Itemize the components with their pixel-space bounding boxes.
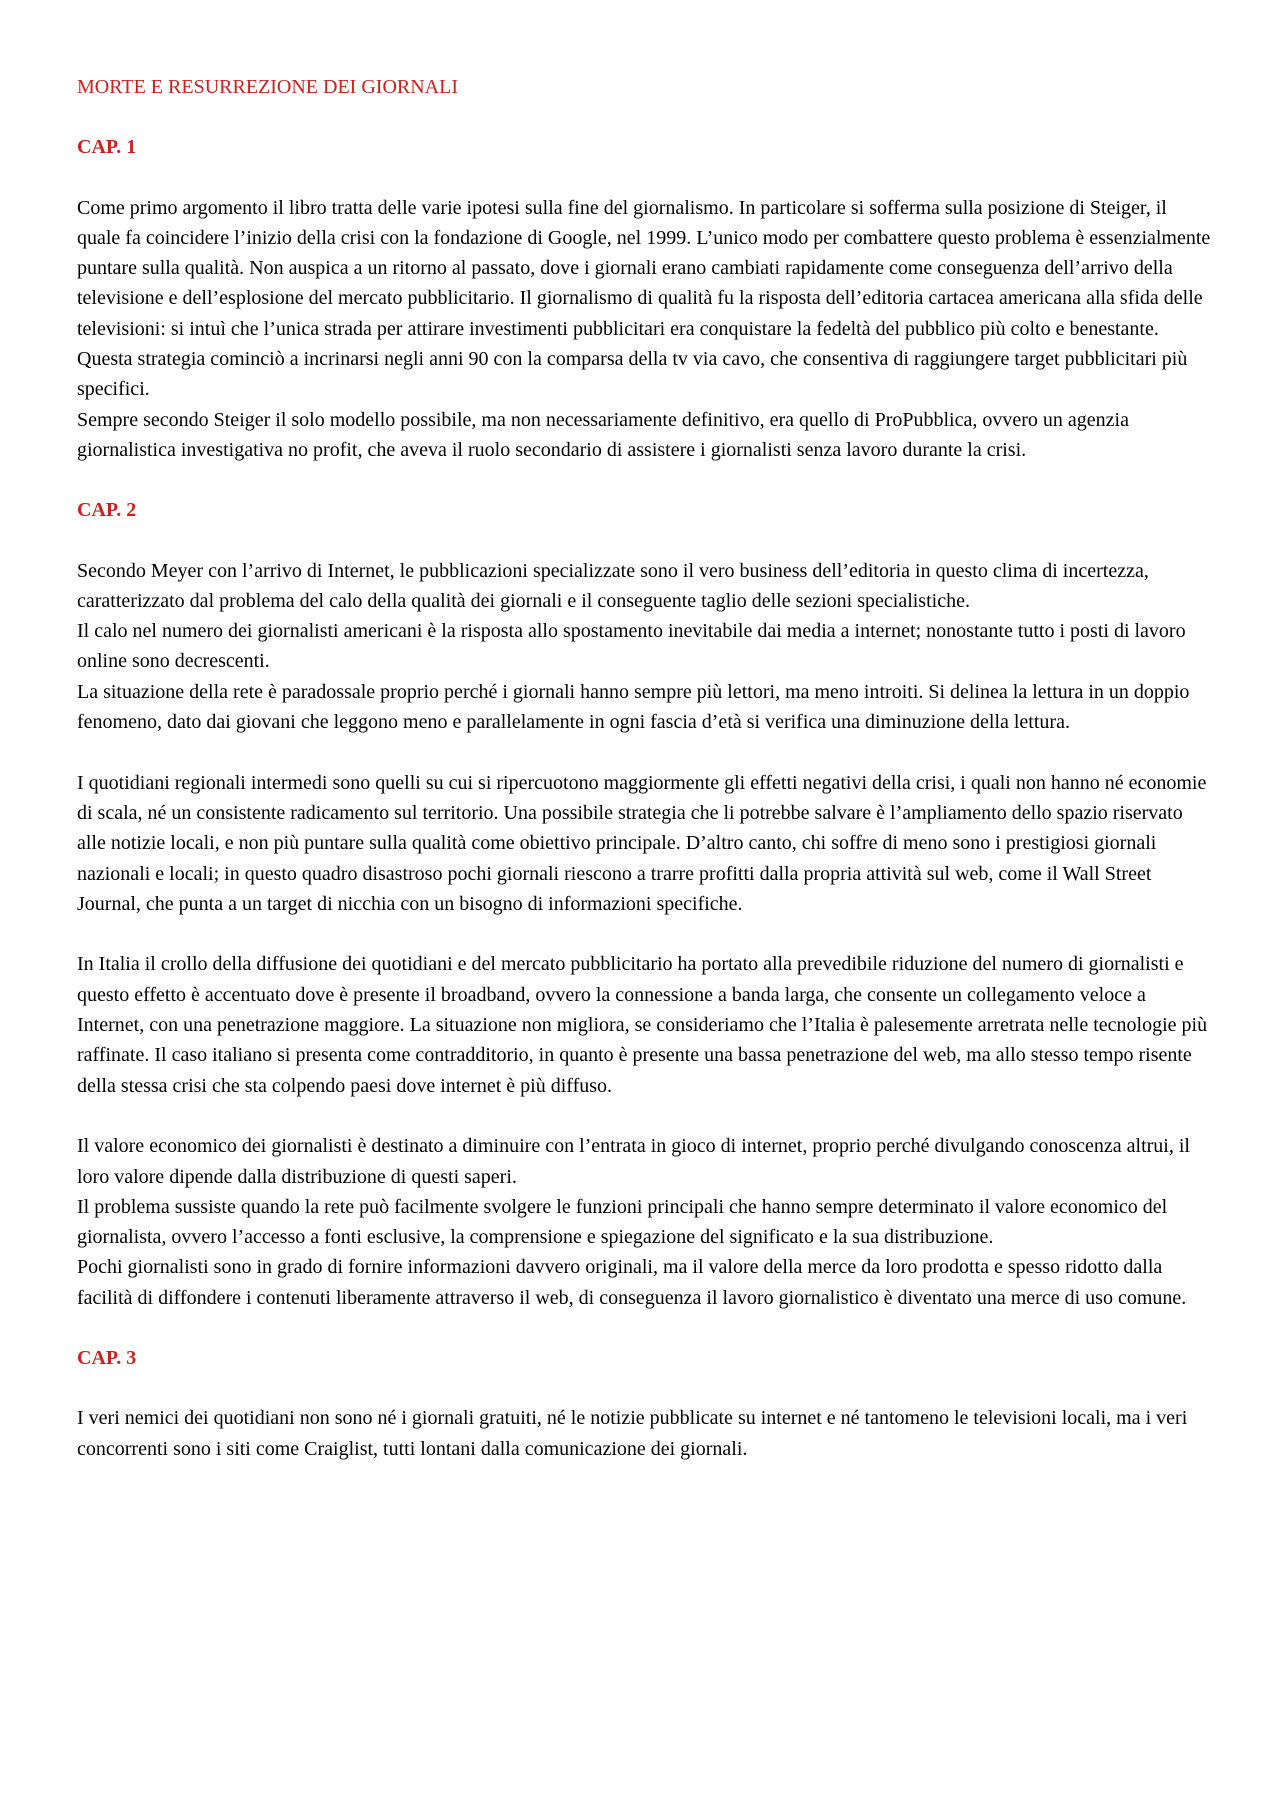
document-title: MORTE E RESURREZIONE DEI GIORNALI (77, 76, 458, 98)
chapter-1 (77, 132, 1212, 465)
blank-line (77, 919, 1212, 949)
paragraph: In Italia il crollo della diffusione dei quotidiani e del mercato pubblicitario ha portato alla prevedibile riduzione del numero di giornalisti e questo effetto è accentuato dove è presente il broadband, ovvero la connessione a banda larga, che consente un collegamento veloce a Internet, con una penetrazione maggiore. La situazione non migliora, se consideriamo che l’Italia è palesemente arretrata nelle tecnologie più raffinate. Il caso italiano si presenta come contradditorio, in quanto è presente una bassa penetrazione del web, ma allo stesso tempo risente della stessa crisi che sta colpendo paesi dove internet è più diffuso. (77, 953, 1208, 1097)
paragraph: La situazione della rete è paradossale proprio perché i giornali hanno sempre più lettori, ma meno introiti. Si delinea la lettura in un doppio fenomeno, dato dai giovani che leggono meno e parallelamente in ogni fascia d’età si verifica una diminuzione della lettura. (77, 680, 1190, 734)
paragraph: Pochi giornalisti sono in grado di fornire informazioni davvero originali, ma il valore della merce da loro prodotta e spesso ridotto dalla facilità di diffondere i contenuti liberamente attraverso il web, di conseguenza il lavoro giornalistico è diventato una merce di uso comune. (77, 1256, 1187, 1309)
document-page (77, 72, 1212, 1464)
chapter-3 (77, 1343, 1212, 1464)
paragraph: I quotidiani regionali intermedi sono quelli su cui si ripercuotono maggiormente gli effetti negativi della crisi, i quali non hanno né economie di scala, né un consistente radicamento sul territorio. Una possibile strategia che li potrebbe salvare è l’ampliamento dello spazio riservato alle notizie locali, e non più puntare sulla qualità come obiettivo principale. D’altro canto, chi soffre di meno sono i prestigiosi giornali nazionali e locali; in questo quadro disastroso pochi giornali riescono a trarre profitti dalla propria attività sul web, come il Wall Street Journal, che punta a un target di nicchia con un bisogno di informazioni specifiche. (77, 771, 1207, 915)
chapter-heading: CAP. 2 (77, 499, 137, 522)
paragraph: Sempre secondo Steiger il solo modello possibile, ma non necessariamente definitivo, era quello di ProPubblica, ovvero un agenzia giornalistica investigativa no profit, che aveva il ruolo secondario di assistere i giornalisti senza lavoro durante la crisi. (77, 408, 1129, 461)
chapter-heading: CAP. 3 (77, 1346, 137, 1369)
paragraph: Secondo Meyer con l’arrivo di Internet, le pubblicazioni specializzate sono il vero business dell’editoria in questo clima di incertezza, caratterizzato dal problema del calo della qualità dei giornali e il conseguente taglio delle sezioni specialistiche. (77, 559, 1149, 612)
paragraph: Il valore economico dei giornalisti è destinato a diminuire con l’entrata in gioco di internet, proprio perché divulgando conoscenza altrui, il loro valore dipende dalla distribuzione di questi saperi. (77, 1135, 1190, 1188)
chapter-2 (77, 495, 1212, 1313)
blank-line (77, 737, 1212, 767)
chapter-heading: CAP. 1 (77, 136, 137, 159)
paragraph: Come primo argomento il libro tratta delle varie ipotesi sulla fine del giornalismo. In particolare si sofferma sulla posizione di Steiger, il quale fa coincidere l’inizio della crisi con la fondazione di Google, nel 1999. L’unico modo per combattere questo problema è essenzialmente puntare sulla qualità. Non auspica a un ritorno al passato, dove i giornali erano cambiati rapidamente come conseguenza dell’arrivo della televisione e dell’esplosione del mercato pubblicitario. Il giornalismo di qualità fu la risposta dell’editoria cartacea americana alla sfida delle televisioni: si intuì che l’unica strada per attirare investimenti pubblicitari era conquistare la fedeltà del pubblico più colto e benestante. Questa strategia cominciò a incrinarsi negli anni 90 con la comparsa della tv via cavo, che consentiva di raggiungere target pubblicitari più specifici. (77, 196, 1211, 401)
blank-line (77, 1101, 1212, 1131)
paragraph: Il problema sussiste quando la rete può facilmente svolgere le funzioni principali che hanno sempre determinato il valore economico del giornalista, ovvero l’accesso a fonti esclusive, la comprensione e spiegazione del significato e la sua distribuzione. (77, 1195, 1168, 1249)
paragraph: I veri nemici dei quotidiani non sono né i giornali gratuiti, né le notizie pubblicate su internet e né tantomeno le televisioni locali, ma i veri concorrenti sono i siti come Craiglist, tutti lontani dalla comunicazione dei giornali. (77, 1407, 1188, 1460)
paragraph: Il calo nel numero dei giornalisti americani è la risposta allo spostamento inevitabile dai media a internet; nonostante tutto i posti di lavoro online sono decrescenti. (77, 620, 1186, 673)
